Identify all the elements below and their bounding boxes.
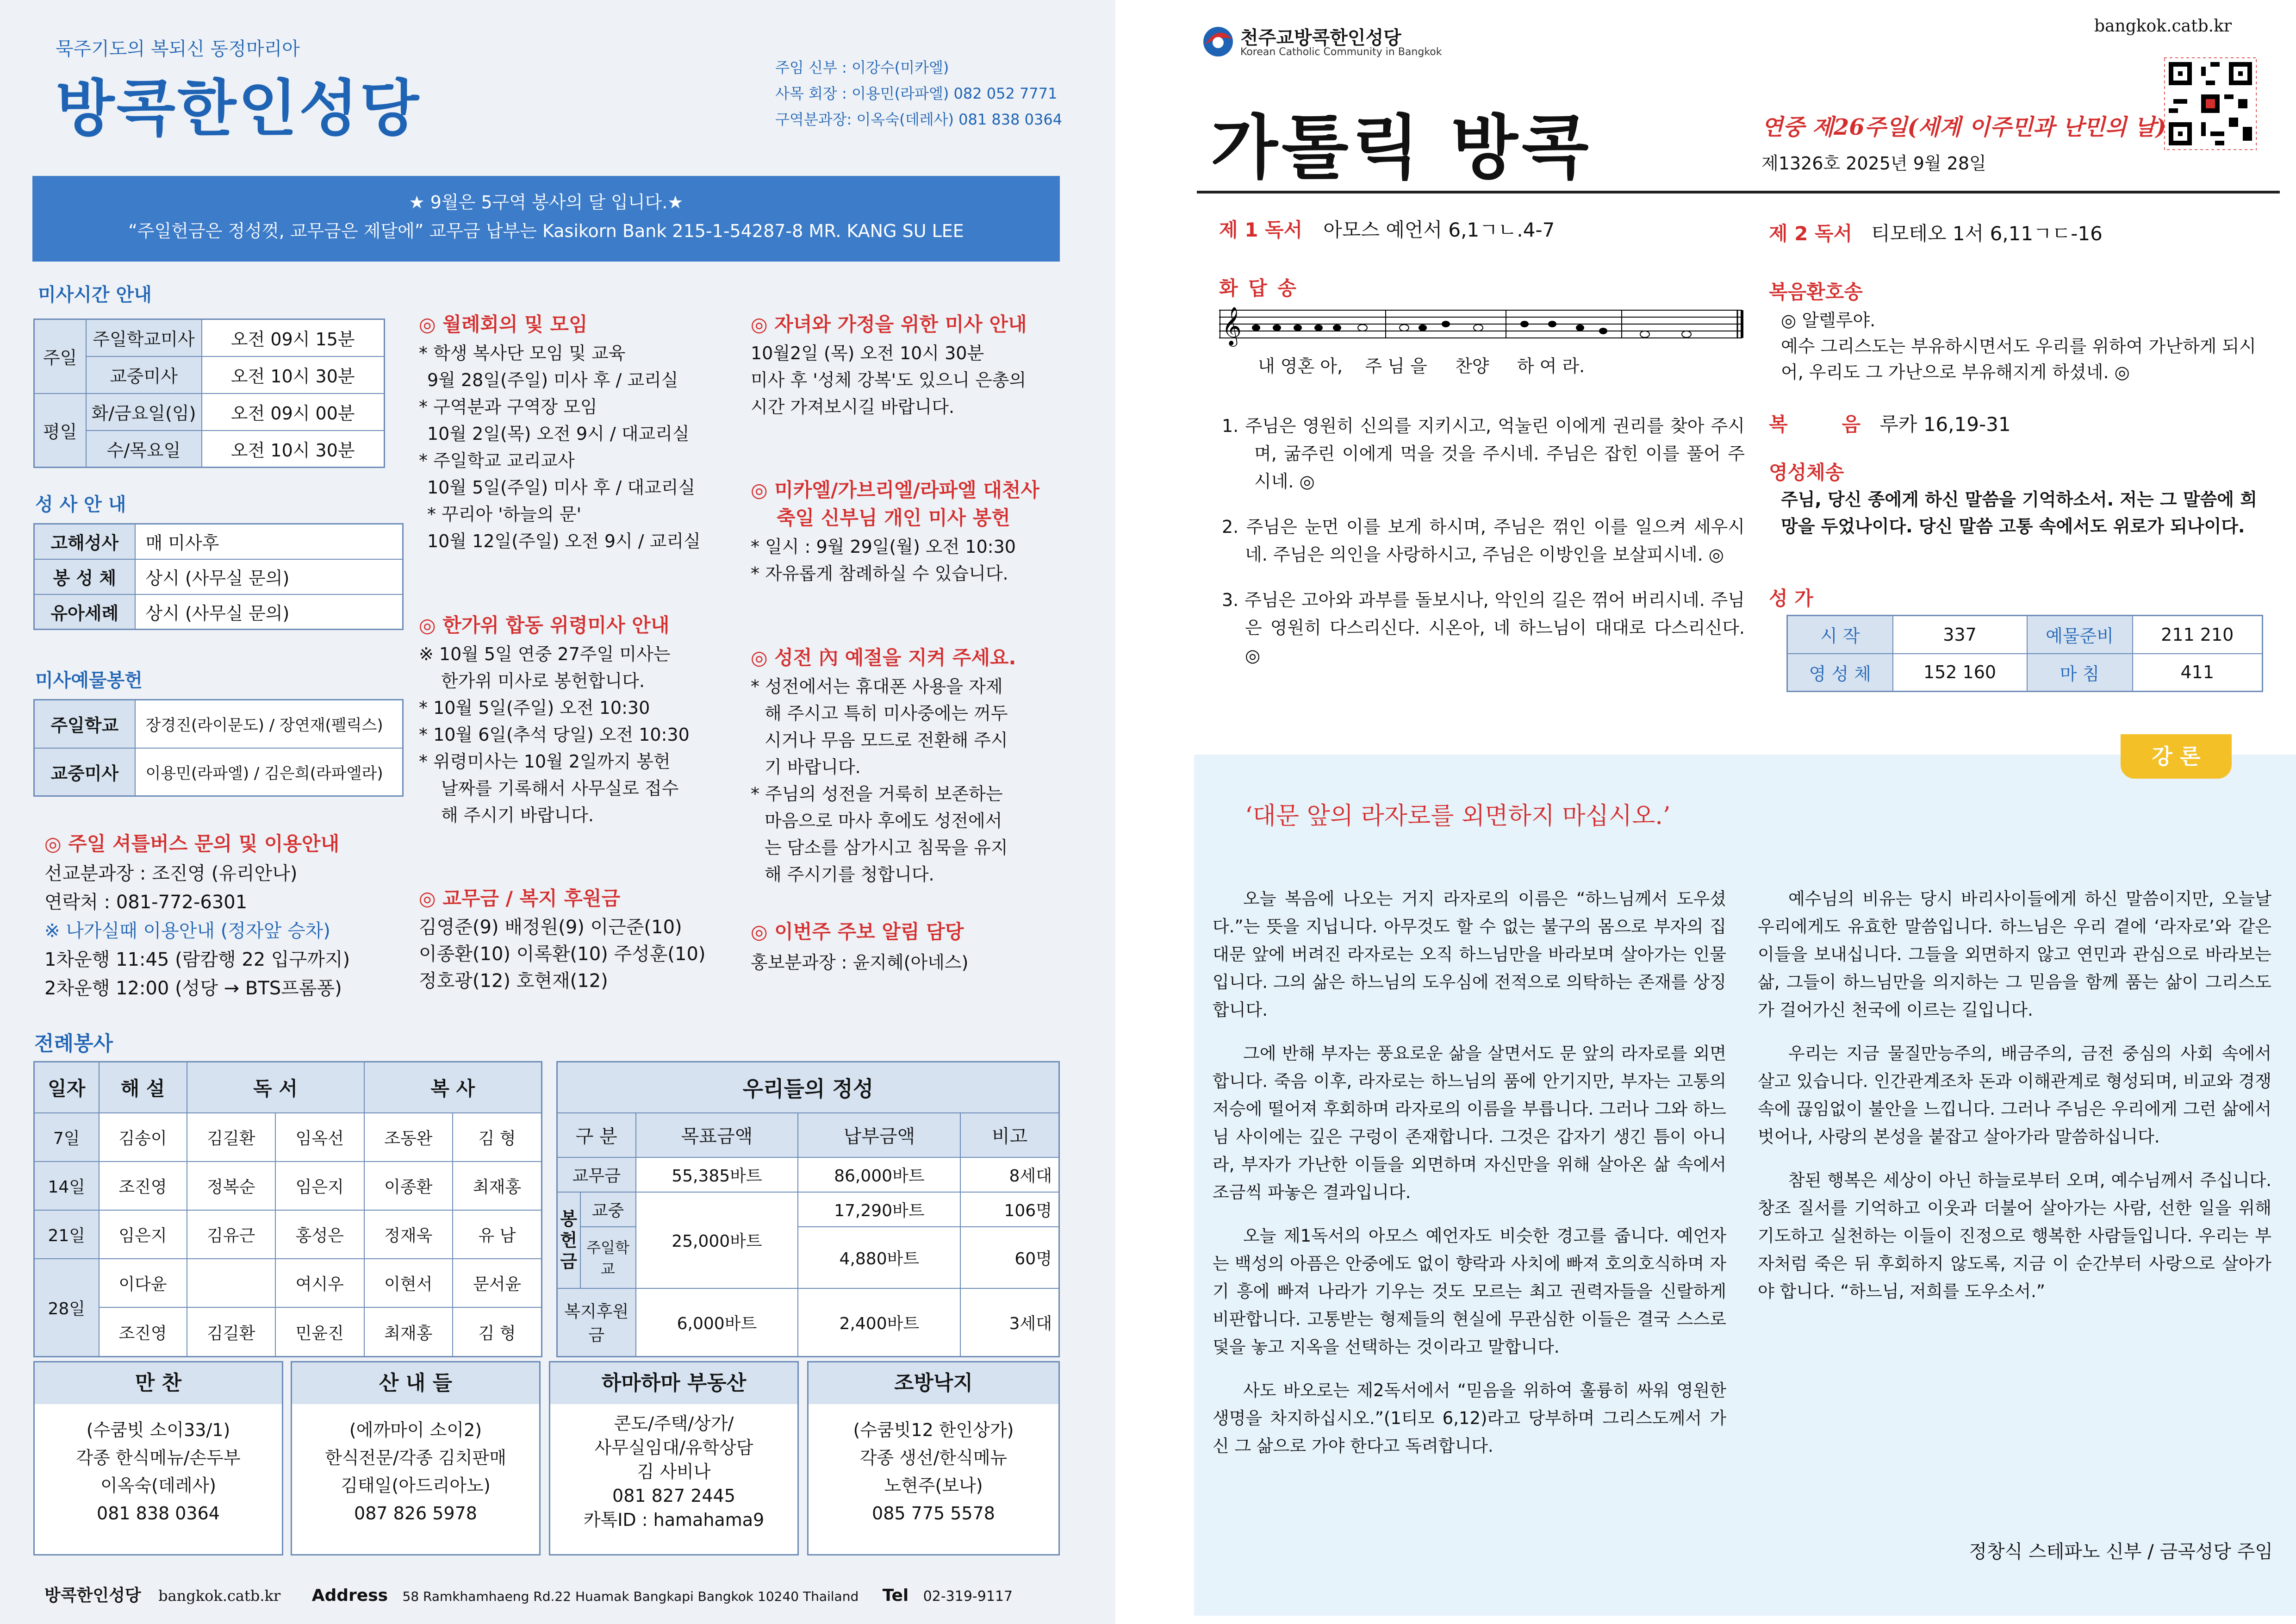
- donation-title: ◎ 교무금 / 복지 후원금: [419, 887, 621, 910]
- mass-name: 주일학교미사: [86, 319, 202, 356]
- liturgy-cell: 정재욱: [364, 1210, 453, 1259]
- children-line: 10월2일 (목) 오전 10시 30분: [751, 343, 984, 363]
- liturgy-cell: 임은지: [275, 1162, 364, 1210]
- liturgy-cell: 임은지: [99, 1210, 187, 1259]
- ad-title: 하마하마 부동산: [550, 1362, 797, 1404]
- sacrament-name: 고해성사: [34, 524, 135, 559]
- donation-lines: [419, 914, 752, 994]
- sincerity-cell: 60명: [960, 1227, 1059, 1288]
- motto: 묵주기도의 복되신 동정마리아: [56, 38, 300, 60]
- hymn-number: 337: [1893, 616, 2027, 654]
- liturgy-cell: 정복순: [187, 1162, 276, 1210]
- banner-line-1: ★ 9월은 5구역 봉사의 달 입니다.★: [409, 192, 684, 212]
- donation-line: 이종환(10) 이록환(10) 주성훈(10): [419, 943, 706, 965]
- bulletin-title: ◎ 이번주 주보 알림 담당: [751, 920, 964, 943]
- footer-name: 방콕한인성당: [44, 1586, 141, 1605]
- gospel: [1769, 409, 2011, 437]
- ad-line: 노현주(보나): [884, 1475, 983, 1496]
- psalm-music-staff: [1219, 306, 1747, 356]
- liturgy-header-reading: 독 서: [187, 1062, 364, 1113]
- sacrament-title: 성 사 안 내: [35, 494, 126, 515]
- liturgy-cell: [187, 1259, 276, 1307]
- psalm-verse: 1. 주님은 영원히 신의를 지키시고, 억눌린 이에게 권리를 찾아 주시며, 굶주린 이에게 먹을 것을 주시네. 주님은 잡힌 이를 풀어 주시네. ◎: [1222, 416, 1745, 492]
- ad-line: 김태일(아드리아노): [341, 1475, 491, 1496]
- ad-line: 각종 생선/한식메뉴: [859, 1448, 1008, 1468]
- ad-hamahama: [549, 1361, 799, 1555]
- mass-time: 오전 09시 00분: [202, 394, 385, 431]
- homily-paragraph: 우리는 지금 물질만능주의, 배금주의, 금전 중심의 사회 속에서 살고 있습니다. 인간관계조차 돈과 이해관계로 형성되며, 비교와 경쟁 속에 끊임없이 불안을 느낍니다. 그러나 주님은 우리에게 그런 삶에서 벗어나, 사랑의 본성을 붙잡고 살아가라 말씀하십니다.: [1758, 1043, 2271, 1147]
- homily-paragraph: 참된 행복은 세상이 아닌 하늘로부터 오며, 예수님께서 주십니다. 창조 질서를 기억하고 이웃과 더불어 살아가는 사람, 선한 일을 위해 기도하고 실천하는 이들이 진정으로 행복한 사람들입니다. 우리는 부자처럼 죽은 뒤 후회하지 않도록, 지금 이 순간부터 사랑으로 살아가야 합니다. “하느님, 저희를 도우소서.”: [1758, 1170, 2271, 1301]
- mass-time: 오전 10시 30분: [202, 431, 385, 468]
- etiquette-line: 는 담소를 삼가시고 침묵을 유지: [765, 837, 1008, 858]
- etiquette-line: 마음으로 마사 후에도 성전에서: [765, 811, 1002, 831]
- qr-code-icon: [2164, 57, 2257, 150]
- sincerity-table: [556, 1061, 1060, 1357]
- monthly-line: 10월 2일(목) 오전 9시 / 대교리실: [427, 424, 690, 444]
- monthly-line: 10월 5일(주일) 미사 후 / 대교리실: [427, 477, 696, 498]
- psalm-label: 화 답 송: [1219, 277, 1298, 300]
- sincerity-header: 구 분: [557, 1113, 636, 1157]
- sincerity-cell: 3세대: [960, 1288, 1059, 1357]
- homily-tag: 강 론: [2121, 734, 2232, 779]
- mass-group-sunday: 주일: [34, 319, 86, 394]
- church-logo-icon: [1201, 21, 1236, 61]
- sincerity-header: 목표금액: [636, 1113, 798, 1157]
- liturgy-cell: 김길환: [187, 1113, 276, 1162]
- chuseok-line: * 10월 6일(추석 당일) 오전 10:30: [419, 725, 690, 745]
- homily-right-column: [1758, 885, 2271, 1305]
- etiquette-line: * 주님의 성전을 거룩히 보존하는: [751, 784, 1003, 804]
- liturgy-cell: 김 형: [453, 1307, 541, 1356]
- monthly-line: 10월 12일(주일) 오전 9시 / 교리실: [427, 531, 701, 551]
- offering-title: 미사예물봉헌: [35, 670, 143, 691]
- liturgy-header-date: 일자: [34, 1062, 99, 1113]
- liturgy-cell: 김길환: [187, 1307, 276, 1356]
- psalm-verse: 2. 주님은 눈먼 이를 보게 하시며, 주님은 꺾인 이를 일으켜 세우시네. 주님은 의인을 사랑하시고, 주님은 이방인을 보살피시네. ◎: [1222, 517, 1745, 565]
- issue-info: 제1326호 2025년 9월 28일: [1761, 153, 1986, 174]
- shuttle-lines: [44, 859, 424, 1003]
- sacrament-name: 유아세례: [34, 594, 135, 630]
- alleluia-line: ◎ 알렐루야.: [1781, 310, 1876, 331]
- ad-title: 조방낙지: [809, 1362, 1058, 1404]
- liturgy-cell: 문서윤: [453, 1259, 541, 1307]
- mass-time: 오전 09시 15분: [202, 319, 385, 356]
- footer-tel-label: Tel: [882, 1586, 909, 1605]
- children-mass-lines: [751, 340, 1084, 420]
- children-mass-title: ◎ 자녀와 가정을 위한 미사 안내: [751, 313, 1027, 336]
- liturgy-cell: 최재홍: [364, 1307, 453, 1356]
- communion-label: 영성체송: [1769, 461, 1844, 484]
- monthly-line: * 구역분과 구역장 모임: [419, 397, 597, 417]
- gospel-text: 루카 16,19-31: [1879, 413, 2011, 436]
- sincerity-cell: 86,000바트: [798, 1157, 960, 1192]
- psalm-verses: [1222, 412, 1745, 669]
- sacrament-info: 상시 (사무실 문의): [135, 559, 403, 594]
- ad-line: 사무실임대/유학상담: [594, 1437, 753, 1458]
- sincerity-cell: 55,385바트: [636, 1157, 798, 1192]
- sincerity-cell: 25,000바트: [636, 1192, 798, 1288]
- alleluia-text: [1781, 307, 2267, 385]
- mass-name: 화/금요일(임): [86, 394, 202, 431]
- sunday-title: 연중 제26주일(세계 이주민과 난민의 날): [1761, 114, 2166, 140]
- homily-title: ‘대문 앞의 라자로를 외면하지 마십시오.’: [1245, 802, 1671, 830]
- footer: [44, 1582, 1013, 1606]
- sacrament-info: 상시 (사무실 문의): [135, 594, 403, 630]
- sacrament-info: 매 미사후: [135, 524, 403, 559]
- sacrament-name: 봉 성 체: [34, 559, 135, 594]
- sacrament-table: [33, 523, 404, 630]
- sincerity-label: 복지후원금: [557, 1288, 636, 1357]
- hymn-label-cell: 마 침: [2027, 654, 2133, 692]
- footer-site: bangkok.catb.kr: [158, 1587, 281, 1605]
- logo-subtitle: Korean Catholic Community in Bangkok: [1240, 46, 1442, 58]
- feast-line: * 일시 : 9월 29일(월) 오전 10:30: [751, 537, 1016, 557]
- etiquette-line: * 성전에서는 휴대폰 사용을 자제: [751, 676, 1003, 697]
- feast-section: [751, 475, 1093, 587]
- sincerity-label: 교중: [580, 1192, 636, 1227]
- liturgy-cell: 김유근: [187, 1210, 276, 1259]
- liturgy-title: 전례봉사: [34, 1032, 113, 1056]
- monthly-line: * 꾸리아 '하늘의 문': [427, 504, 582, 525]
- children-mass-section: [751, 309, 1084, 420]
- footer-address: 58 Ramkhamhaeng Rd.22 Huamak Bangkapi Bangkok 10240 Thailand: [402, 1589, 859, 1604]
- monthly-title: ◎ 월례회의 및 모임: [419, 313, 588, 336]
- ad-line: (에까마이 소이2): [349, 1420, 482, 1440]
- mass-times-table: [33, 319, 385, 468]
- ad-line: 카톡ID : hamahama9: [583, 1510, 765, 1530]
- children-line: 시간 가져보시길 바랍니다.: [751, 397, 955, 417]
- liturgy-cell: 이현서: [364, 1259, 453, 1307]
- ad-line: (수쿰빗12 한인상가): [853, 1420, 1014, 1440]
- feast-title: ◎ 미카엘/가브리엘/라파엘 대천사: [751, 479, 1040, 501]
- hymn-label: 성 가: [1769, 587, 1813, 610]
- gospel-label: 복 음: [1769, 413, 1861, 436]
- sincerity-label: 교무금: [557, 1157, 636, 1192]
- homily-paragraph: 오늘 복음에 나오는 거지 라자로의 이름은 “하느님께서 도우셨다.”는 뜻을 지닙니다. 아무것도 할 수 없는 불구의 몸으로 부자의 집 대문 앞에 버려진 라자로는 오직 하느님만을 바라보며 살아가는 인물입니다. 그의 삶은 하느님의 도우심에 전적으로 의탁하는 존재를 상징합니다.: [1213, 889, 1727, 1020]
- shuttle-section: [44, 829, 424, 1003]
- hymn-number: 211 210: [2133, 616, 2263, 654]
- homily-paragraph: 사도 바오로는 제2독서에서 “믿음을 위하여 훌륭히 싸워 영원한 생명을 차지하십시오.”(1티모 6,12)라고 당부하며 그리스도께서 가신 그 삶으로 가야 한다고 독려합니다.: [1213, 1380, 1726, 1456]
- second-reading: [1769, 219, 2103, 246]
- monthly-line: * 주일학교 교리교사: [419, 450, 575, 471]
- sincerity-cell: 2,400바트: [798, 1288, 960, 1357]
- liturgy-cell: 조진영: [99, 1307, 187, 1356]
- etiquette-line: 해 주시기를 청합니다.: [765, 864, 934, 885]
- chuseok-line: * 위령미사는 10월 2일까지 봉헌: [419, 751, 671, 772]
- second-reading-text: 티모테오 1서 6,11ㄱㄷ-16: [1871, 222, 2103, 245]
- mass-times-title: 미사시간 안내: [38, 284, 152, 306]
- ad-line: 한식전문/각종 김치판매: [325, 1448, 506, 1468]
- ad-manchan: [33, 1361, 283, 1555]
- liturgy-cell: 홍성은: [275, 1210, 364, 1259]
- hymn-number: 152 160: [1893, 654, 2027, 692]
- hymn-label-cell: 시 작: [1787, 616, 1893, 654]
- sincerity-title: 우리들의 정성: [557, 1062, 1059, 1113]
- chuseok-line: 해 주시기 바랍니다.: [441, 805, 594, 825]
- offering-info: 장경진(라이문도) / 장연재(펠릭스): [135, 700, 403, 748]
- sincerity-cell: 17,290바트: [798, 1192, 960, 1227]
- hymn-label-cell: 영 성 체: [1787, 654, 1893, 692]
- chuseok-line: ※ 10월 5일 연중 27주일 미사는: [419, 644, 671, 664]
- shuttle-line: 선교분과장 : 조진영 (유리안나): [44, 863, 298, 884]
- psalm-lyrics: 내 영혼 아, 주 님 을 찬양 하 여 라.: [1258, 356, 1585, 376]
- liturgy-cell: 김 형: [453, 1113, 541, 1162]
- etiquette-section: [751, 643, 1084, 888]
- liturgy-header-server: 복 사: [364, 1062, 542, 1113]
- bulletin-line: 홍보분과장 : 윤지혜(아네스): [751, 952, 969, 973]
- etiquette-line: 시거나 무음 모드로 전환해 주시: [765, 730, 1008, 750]
- shuttle-line: ※ 나가실때 이용안내 (정자앞 승차): [44, 920, 330, 942]
- homily-left-column: [1213, 885, 1726, 1460]
- etiquette-lines: [751, 673, 1084, 888]
- homily-section: [1194, 744, 2296, 1616]
- footer-address-label: Address: [311, 1586, 388, 1605]
- etiquette-line: 기 바랍니다.: [765, 757, 861, 777]
- homily-paragraph: 오늘 제1독서의 아모스 예언자도 비슷한 경고를 줍니다. 예언자는 백성의 아픔은 안중에도 없이 향락과 사치에 빠져 호의호식하며 자기 흥에 빠져 나라가 기우는 것도 모르는 최고 권력자들을 신랄하게 비판합니다. 고통받는 형제들의 현실에 무관심한 이들은 결국 스스로 덫을 놓고 지옥을 선택하는 것이라고 말합니다.: [1213, 1226, 1726, 1357]
- shuttle-line: 2차운행 12:00 (성당 → BTS프롬퐁): [44, 978, 342, 999]
- hymn-table: [1786, 615, 2263, 692]
- chuseok-section: [419, 610, 743, 829]
- liturgy-date: 7일: [34, 1113, 99, 1162]
- feast-line: * 자유롭게 참례하실 수 있습니다.: [751, 563, 1008, 584]
- hymn-label-cell: 예물준비: [2027, 616, 2133, 654]
- first-reading-label: 제 1 독서: [1219, 219, 1303, 241]
- sincerity-cell: 6,000바트: [636, 1288, 798, 1357]
- offering-table: [33, 699, 404, 797]
- liturgy-cell: 임옥선: [275, 1113, 364, 1162]
- church-name: 방콕한인성당: [56, 73, 421, 144]
- chuseok-title: ◎ 한가위 합동 위령미사 안내: [419, 614, 670, 637]
- announcement-banner: [32, 176, 1060, 262]
- sincerity-cell: 8세대: [960, 1157, 1059, 1192]
- communion-text: 주님, 당신 종에게 하신 말씀을 기억하소서. 저는 그 말씀에 희망을 두었나이다. 당신 말씀 고통 속에서도 위로가 되나이다.: [1781, 489, 2257, 537]
- etiquette-title: ◎ 성전 內 예절을 지켜 주세요.: [751, 646, 1016, 669]
- bulletin-section: [751, 917, 1084, 976]
- liturgy-date: 14일: [34, 1162, 99, 1210]
- feast-title-2: 축일 신부님 개인 미사 봉헌: [777, 506, 1010, 529]
- etiquette-line: 해 주시고 특히 미사중에는 꺼두: [765, 703, 1008, 724]
- liturgy-cell: 이종환: [364, 1162, 453, 1210]
- sincerity-cell: 4,880바트: [798, 1227, 960, 1288]
- liturgy-cell: 여시우: [275, 1259, 364, 1307]
- liturgy-cell: 이다윤: [99, 1259, 187, 1307]
- alleluia-label: 복음환호송: [1769, 281, 1863, 303]
- ad-jobang: [807, 1361, 1060, 1555]
- ad-line: 085 775 5578: [872, 1503, 995, 1524]
- children-line: 미사 후 '성체 강복'도 있으니 은총의: [751, 370, 1027, 390]
- banner-line-2: “주일헌금은 정성껏, 교무금은 제달에” 교무금 납부는 Kasikorn Bank 215-1-54287-8 MR. KANG SU LEE: [128, 221, 964, 241]
- ad-line: 087 826 5978: [354, 1503, 477, 1524]
- feast-lines: [751, 533, 1093, 587]
- donation-section: [419, 883, 752, 994]
- sincerity-header: 비고: [960, 1113, 1059, 1157]
- staff-president: 사목 회장 : 이용민(라파엘) 082 052 7771: [775, 85, 1058, 102]
- alleluia-line: 예수 그리스도는 부유하시면서도 우리를 위하여 가난하게 되시어, 우리도 그 가난으로 부유해지게 하셨네. ◎: [1781, 336, 2256, 382]
- donation-line: 김영준(9) 배정원(9) 이근준(10): [419, 917, 682, 938]
- homily-paragraph: 그에 반해 부자는 풍요로운 삶을 살면서도 문 앞의 라자로를 외면합니다. 죽음 이후, 라자로는 하느님의 품에 안기지만, 부자는 고통의 저승에 떨어져 후회하며 라자로의 이름을 부릅니다. 그러나 그와 하느님 사이에는 깊은 구렁이 존재합니다. 그것은 갑자기 생긴 틈이 아니라, 부자가 가난한 이들을 외면하며 자신만을 위해 살아온 삶 속에서 조금씩 파놓은 결과입니다.: [1213, 1043, 1726, 1202]
- liturgy-date: 21일: [34, 1210, 99, 1259]
- ad-line: (수쿰빗 소이33/1): [86, 1420, 230, 1440]
- liturgy-cell: 조진영: [99, 1162, 187, 1210]
- liturgy-cell: 최재홍: [453, 1162, 541, 1210]
- second-reading-label: 제 2 독서: [1769, 222, 1853, 245]
- staff-priest: 주임 신부 : 이강수(미카엘): [775, 59, 949, 76]
- liturgy-cell: 민윤진: [275, 1307, 364, 1356]
- donation-line: 정호광(12) 호현재(12): [419, 970, 608, 992]
- sincerity-label: 주일학교: [580, 1227, 636, 1288]
- ad-line: 081 827 2445: [612, 1486, 735, 1506]
- sincerity-group-label: 봉헌금: [557, 1192, 580, 1288]
- sincerity-cell: 106명: [960, 1192, 1059, 1227]
- offering-name: 주일학교: [34, 700, 135, 748]
- monthly-lines: [419, 340, 743, 555]
- liturgy-date: 28일: [34, 1259, 99, 1356]
- shuttle-title: ◎ 주일 셔틀버스 문의 및 이용안내: [44, 832, 340, 855]
- liturgy-cell: 조동완: [364, 1113, 453, 1162]
- liturgy-cell: 유 남: [453, 1210, 541, 1259]
- chuseok-line: 한가위 미사로 봉헌합니다.: [441, 671, 645, 691]
- mass-group-weekday: 평일: [34, 394, 86, 468]
- monthly-line: * 학생 복사단 모임 및 교육: [419, 343, 626, 363]
- first-reading: [1219, 215, 1555, 243]
- footer-tel: 02-319-9117: [923, 1588, 1013, 1605]
- monthly-section: [419, 309, 743, 555]
- homily-paragraph: 예수님의 비유는 당시 바리사이들에게 하신 말씀이지만, 오늘날 우리에게도 유효한 말씀입니다. 하느님은 우리 곁에 ‘라자로’와 같은 이들을 보내십니다. 그들을 외면하지 않고 연민과 관심으로 바라보는 삶, 그들이 하느님만을 의지하는 그 믿음을 함께 품는 삶이 그리스도가 걸어가신 천국에 이르는 길입니다.: [1758, 889, 2271, 1020]
- ad-line: 081 838 0364: [97, 1503, 220, 1524]
- staff-list: [775, 55, 1062, 132]
- ad-line: 콘도/주택/상가/: [614, 1413, 734, 1434]
- header-rule: [1197, 191, 2280, 194]
- sincerity-header: 납부금액: [798, 1113, 960, 1157]
- mass-name: 교중미사: [86, 356, 202, 394]
- staff-district: 구역분과장: 이옥숙(데레사) 081 838 0364: [775, 111, 1063, 128]
- chuseok-lines: [419, 641, 743, 829]
- logo-name: 천주교방콕한인성당: [1240, 27, 1401, 49]
- shuttle-line: 1차운행 11:45 (람캄행 22 입구까지): [44, 949, 350, 970]
- hymn-number: 411: [2133, 654, 2263, 692]
- shuttle-line: 연락처 : 081-772-6301: [44, 892, 248, 913]
- mass-time: 오전 10시 30분: [202, 356, 385, 394]
- chuseok-line: 날짜를 기록해서 사무실로 접수: [441, 778, 679, 799]
- liturgy-header-commentary: 해 설: [99, 1062, 187, 1113]
- svg-text:𝄞: 𝄞: [1222, 306, 1242, 345]
- offering-name: 교중미사: [34, 748, 135, 796]
- homily-signature: 정창식 스테파노 신부 / 금곡성당 주임: [1969, 1541, 2273, 1562]
- left-page: [0, 0, 1115, 1624]
- psalm-verse: 3. 주님은 고아와 과부를 돌보시나, 악인의 길은 꺾어 버리시네. 주님은 영원히 다스리신다. 시온아, 네 하느님이 대대로 다스리신다. ◎: [1222, 590, 1745, 666]
- monthly-line: 9월 28일(주일) 미사 후 / 교리실: [427, 370, 678, 390]
- liturgy-cell: 김송이: [99, 1113, 187, 1162]
- liturgy-table: [33, 1061, 542, 1357]
- offering-info: 이용민(라파엘) / 김은희(라파엘라): [135, 748, 403, 796]
- ad-title: 만 찬: [35, 1362, 282, 1404]
- ad-line: 각종 한식메뉴/손두부: [76, 1448, 241, 1468]
- ad-line: 김 사비나: [637, 1462, 711, 1482]
- first-reading-text: 아모스 예언서 6,1ㄱㄴ.4-7: [1323, 219, 1555, 241]
- mass-name: 수/목요일: [86, 431, 202, 468]
- site-url: bangkok.catb.kr: [2094, 17, 2232, 36]
- bulletin-title: 가톨릭 방콕: [1211, 108, 1593, 188]
- ad-line: 이옥숙(데레사): [100, 1475, 216, 1496]
- chuseok-line: * 10월 5일(주일) 오전 10:30: [419, 698, 650, 718]
- ad-title: 산 내 들: [292, 1362, 539, 1404]
- ad-sannaedeul: [291, 1361, 541, 1555]
